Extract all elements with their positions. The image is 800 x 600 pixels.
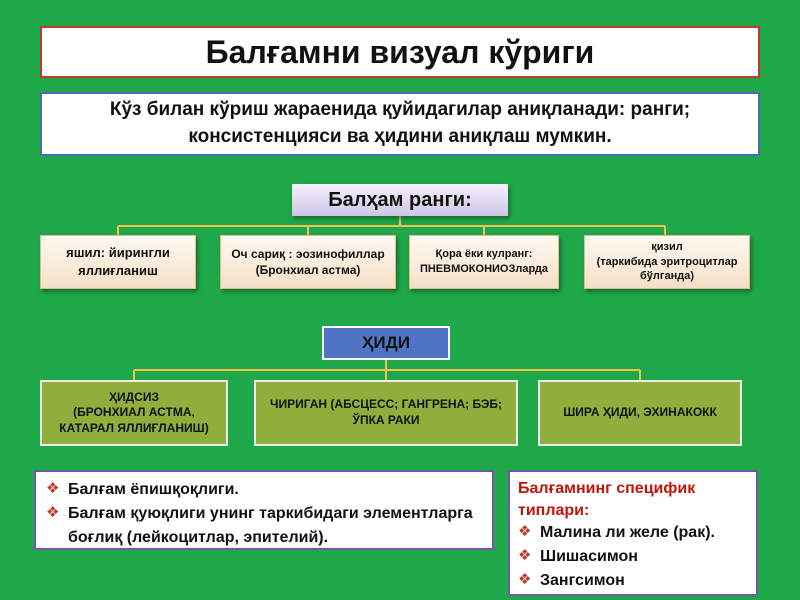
- notes-left-item-2-text: Балғам қуюқлиги унинг таркибидаги элементларга боғлиқ (лейкоцитлар, эпителий).: [68, 505, 473, 546]
- smell-item-sweet: [538, 380, 742, 446]
- notes-left-item-1-text: Балғам ёпишқоқлиги.: [68, 481, 239, 498]
- color-item-yellow: [220, 235, 396, 289]
- color-item-green-line2: яллиғланиш: [78, 263, 158, 278]
- notes-right-box: [508, 470, 758, 596]
- smell-item-odorless: [40, 380, 228, 446]
- bullet-icon: ❖: [518, 547, 532, 565]
- color-item-red-line3: бўлганда): [639, 270, 694, 283]
- smell-item-sweet-line1: ШИРА ҲИДИ, ЭХИНАКОКК: [563, 405, 717, 420]
- smell-item-odorless-line3: КАТАРАЛ ЯЛЛИҒЛАНИШ): [59, 420, 209, 435]
- smell-item-odorless-line1: ҲИДСИЗ: [108, 389, 159, 404]
- smell-item-putrid-line2: ЎПКА РАКИ: [352, 413, 420, 427]
- bullet-icon: ❖: [518, 571, 532, 589]
- color-item-black: [409, 235, 559, 289]
- color-item-green: [40, 235, 196, 289]
- notes-right-heading: Балғамнинг специфик типлари:: [518, 480, 696, 519]
- intro-line-1: Кўз билан кўриш жараенида қуйидагилар аниқланади: ранги;: [109, 99, 691, 121]
- bullet-icon: ❖: [46, 504, 60, 521]
- color-item-yellow-line2: (Бронхиал астма): [255, 263, 361, 277]
- notes-right-item-1-text: Малина ли желе (рак).: [540, 524, 715, 542]
- smell-item-putrid-line1: ЧИРИГАН (АБСЦЕСС; ГАНГРЕНА; БЭБ;: [270, 397, 502, 412]
- notes-right-item: [518, 545, 748, 569]
- bullet-icon: ❖: [46, 480, 60, 497]
- color-item-black-line1: Қора ёки кулранг:: [435, 248, 533, 261]
- color-item-red: [584, 235, 750, 289]
- color-heading-text: Балҳам ранги:: [328, 188, 472, 211]
- notes-left-box: [34, 470, 494, 550]
- smell-item-odorless-line2: (БРОНХИАЛ АСТМА,: [73, 405, 195, 420]
- smell-heading: [322, 326, 450, 360]
- bullet-icon: ❖: [518, 523, 532, 541]
- page-title-text: Балғамни визуал кўриги: [205, 33, 595, 70]
- intro-line-2: консистенцияси ва ҳидини аниқлаш мумкин.: [188, 126, 612, 147]
- notes-right-item-2-text: Шишасимон: [540, 548, 638, 566]
- notes-right-item-3-text: Зангсимон: [540, 572, 625, 590]
- notes-left-item: [46, 478, 482, 502]
- smell-heading-text: ҲИДИ: [362, 333, 410, 352]
- color-item-red-line2: (таркибида эритроцитлар: [596, 255, 738, 268]
- color-item-green-line1: яшил: йирингли: [66, 245, 170, 261]
- color-item-red-line1: қизил: [651, 240, 683, 253]
- smell-item-putrid: [254, 380, 518, 446]
- color-heading: [292, 184, 508, 216]
- color-item-yellow-line1: Оч сариқ : эозинофиллар: [231, 246, 385, 261]
- notes-left-item: [46, 502, 482, 550]
- color-item-black-line2: ПНЕВМОКОНИОЗларда: [419, 263, 549, 275]
- notes-right-item: [518, 521, 748, 545]
- notes-right-item: [518, 569, 748, 593]
